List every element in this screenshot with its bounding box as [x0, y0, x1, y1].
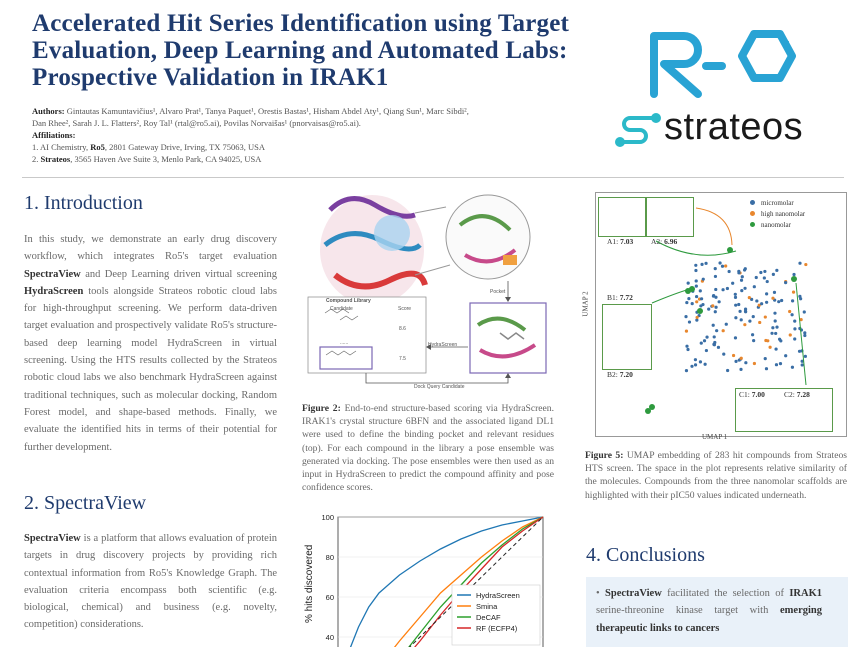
umap-point — [764, 315, 767, 318]
umap-point — [695, 300, 698, 303]
umap-point — [789, 333, 792, 336]
umap-point — [731, 282, 734, 285]
header-divider — [22, 177, 844, 178]
chart-ytick-label: 100 — [321, 513, 334, 522]
label-a1: A1: 7.03 — [607, 237, 634, 246]
umap-point — [771, 297, 774, 300]
umap-point — [700, 263, 703, 266]
umap-point — [726, 369, 729, 372]
section-spectraview-title: 2. SpectraView — [24, 492, 147, 514]
umap-connector — [696, 208, 732, 245]
strateos-logo-mark — [612, 108, 662, 152]
umap-point — [740, 357, 743, 360]
umap-point — [685, 345, 688, 348]
umap-point — [763, 270, 766, 273]
umap-point — [784, 281, 787, 284]
umap-point — [759, 271, 762, 274]
chart-ytick-label: 80 — [325, 553, 334, 562]
figure-2-illustration — [300, 185, 558, 395]
authors-label: Authors: — [32, 106, 65, 116]
umap-point — [764, 357, 767, 360]
umap-point — [696, 316, 699, 319]
label-c1: C1: 7.00 — [739, 390, 765, 399]
protein-structure — [320, 195, 425, 306]
umap-point — [700, 297, 703, 300]
umap-point — [752, 315, 755, 318]
legend-label: RF (ECFP4) — [476, 624, 518, 633]
umap-point — [790, 313, 793, 316]
umap-point — [774, 347, 777, 350]
umap-point — [791, 299, 794, 302]
umap-point — [694, 358, 697, 361]
umap-point — [734, 296, 737, 299]
umap-point — [753, 362, 756, 365]
umap-point — [711, 304, 714, 307]
umap-point — [728, 270, 731, 273]
umap-point — [780, 299, 783, 302]
umap-point — [699, 289, 702, 292]
umap-point — [707, 308, 710, 311]
umap-point-nanomolar — [645, 408, 651, 414]
umap-point-nanomolar — [697, 308, 703, 314]
molecule-box-a1 — [598, 197, 646, 237]
umap-point-nanomolar — [791, 276, 797, 282]
umap-point — [788, 310, 791, 313]
umap-point — [694, 269, 697, 272]
library-title: Compound Library — [326, 298, 371, 304]
umap-point — [714, 296, 717, 299]
umap-point — [753, 285, 756, 288]
introduction-text: In this study, we demonstrate an early drug discovery workflow, which integrates Ro5's target evaluation SpectraView and Deep Learning driven virtual screening HydraScreen tools alongside Strateos robotic cloud labs for high-throughput screening. We perform data-driven target evaluation and prospectively validate Ro5's structure-based deep learning model HydraScreen in virtual screening. Using the HTS results collected by the Strateos robotic cloud labs we also benchmark HydraScreen against traditional techniques, such as molecular docking, Random Forest model, and shape-based methods. Finally, we evaluate the identified hits in terms of their potential for further development. — [24, 234, 278, 453]
umap-point — [738, 310, 741, 313]
umap-point — [765, 292, 768, 295]
umap-point — [748, 296, 751, 299]
umap-point — [755, 299, 758, 302]
umap-point — [722, 353, 725, 356]
umap-point — [714, 306, 717, 309]
umap-point — [740, 318, 743, 321]
umap-point — [695, 279, 698, 282]
umap-point — [744, 361, 747, 364]
umap-point — [803, 310, 806, 313]
umap-xlabel: UMAP 1 — [702, 433, 728, 441]
legend-label: Smina — [476, 602, 498, 611]
umap-point — [688, 320, 691, 323]
umap-point — [744, 310, 747, 313]
umap-point — [798, 295, 801, 298]
umap-point — [734, 304, 737, 307]
umap-point — [743, 287, 746, 290]
umap-point — [732, 354, 735, 357]
umap-point — [687, 297, 690, 300]
umap-point — [773, 312, 776, 315]
legend-label: HydraScreen — [476, 591, 520, 600]
pocket-label: Pocket — [490, 289, 506, 295]
umap-point — [713, 341, 716, 344]
umap-point — [771, 326, 774, 329]
umap-point — [737, 270, 740, 273]
chart-ylabel: % hits discovered — [304, 544, 315, 623]
umap-point — [740, 289, 743, 292]
dock-label: Dock Query Candidate — [414, 384, 465, 390]
conclusions-bullet-1: • SpectraView facilitated the selection of IRAK1 serine-threonine kinase target with emerging therapeutic links to cancers — [596, 588, 823, 634]
umap-connector — [652, 289, 690, 303]
umap-point — [702, 278, 705, 281]
umap-point — [700, 342, 703, 345]
umap-point — [695, 319, 698, 322]
umap-point — [792, 273, 795, 276]
umap-point — [714, 275, 717, 278]
molecule-box-a2 — [646, 197, 694, 237]
umap-point — [793, 327, 796, 330]
spectraview-text: SpectraView is a platform that allows evaluation of protein targets in drug discovery projects by providing rich contextual information from Ro5's Knowledge Graph. The evaluation criteria encompass both scientific (e.g. biological, chemical) and business (e.g. novelty, competition) considerations. — [24, 533, 278, 631]
umap-point — [734, 293, 737, 296]
umap-point — [774, 319, 777, 322]
umap-point — [718, 300, 721, 303]
chart-ytick-label: 40 — [325, 633, 334, 642]
ro5-logo — [642, 26, 812, 100]
umap-point — [775, 363, 778, 366]
umap-point — [804, 263, 807, 266]
umap-point — [804, 355, 807, 358]
umap-point — [705, 349, 708, 352]
umap-point — [712, 324, 715, 327]
umap-point — [792, 290, 795, 293]
umap-point — [770, 332, 773, 335]
label-b1: B1: 7.72 — [607, 293, 633, 302]
hydrascreen-label: HydraScreen — [428, 342, 458, 348]
umap-point — [743, 323, 746, 326]
umap-point — [685, 330, 688, 333]
figure-5-caption: Figure 5: UMAP embedding of 283 hit compounds from Strateos HTS screen. The space in the plot represents relative similarity of the molecules. Compounds from the three nanomolar scaffolds are highlighted with their pIC50 values indicated underneath. — [585, 450, 847, 501]
section-conclusions-title: 4. Conclusions — [586, 544, 705, 566]
umap-ylabel: UMAP 2 — [581, 291, 590, 317]
umap-point — [704, 262, 707, 265]
library-col-score: Score — [398, 306, 412, 312]
umap-point — [726, 287, 729, 290]
umap-point — [695, 285, 698, 288]
umap-point — [798, 262, 801, 265]
umap-point — [721, 288, 724, 291]
umap-point — [734, 360, 737, 363]
umap-point — [694, 264, 697, 267]
umap-point — [752, 339, 755, 342]
umap-point — [741, 275, 744, 278]
label-c2: C2: 7.28 — [784, 390, 810, 399]
umap-point — [793, 337, 796, 340]
umap-point — [714, 288, 717, 291]
umap-point — [713, 335, 716, 338]
svg-text:5: 5 — [784, 40, 790, 51]
umap-point — [773, 291, 776, 294]
umap-point — [755, 276, 758, 279]
authors-line-2: Dan Rhee², Sarah J. L. Flatters², Roy Tal¹ (rtal@ro5.ai), Povilas Norvaišas¹ (pnorvaisas@ro5.ai). — [32, 118, 361, 128]
umap-point — [687, 281, 690, 284]
umap-point — [717, 346, 720, 349]
umap-point — [737, 303, 740, 306]
umap-point — [685, 301, 688, 304]
umap-point — [803, 334, 806, 337]
affiliation-1: 1. AI Chemistry, Ro5, 2801 Gateway Drive, Irving, TX 75063, USA — [32, 142, 266, 152]
umap-point — [764, 339, 767, 342]
poster-title: Accelerated Hit Series Identification using Target Evaluation, Deep Learning and Automated Labs: Prospective Validation in IRAK1 — [32, 10, 570, 91]
umap-point — [734, 336, 737, 339]
umap-point — [701, 303, 704, 306]
legend-label: DeCAF — [476, 613, 501, 622]
authors-line-1: Gintautas Kamuntavičius¹, Alvaro Prat¹, Tanya Paquet¹, Orestis Bastas¹, Hisham Abdel Aty¹, Qiang Sun¹, Marc Sibdi², — [66, 106, 469, 116]
umap-point — [740, 279, 743, 282]
umap-point — [784, 354, 787, 357]
umap-point — [777, 300, 780, 303]
umap-point — [751, 333, 754, 336]
umap-point — [703, 339, 706, 342]
umap-point — [690, 365, 693, 368]
umap-point — [775, 326, 778, 329]
umap-point — [718, 261, 721, 264]
authors — [32, 106, 469, 117]
umap-point — [724, 264, 727, 267]
umap-point — [774, 332, 777, 335]
umap-point — [734, 316, 737, 319]
umap-point — [766, 280, 769, 283]
label-b2: B2: 7.20 — [607, 370, 633, 379]
umap-point — [725, 323, 728, 326]
umap-point — [765, 367, 768, 370]
library-score-1: 8.6 — [399, 326, 406, 332]
umap-point — [739, 368, 742, 371]
umap-point — [772, 273, 775, 276]
library-score-2: 7.5 — [399, 356, 406, 362]
umap-point — [769, 346, 772, 349]
umap-legend: micromolar high nanomolar nanomolar — [750, 198, 805, 231]
umap-point — [694, 363, 697, 366]
umap-point — [691, 302, 694, 305]
umap-point — [715, 329, 718, 332]
umap-point — [758, 321, 761, 324]
umap-point — [699, 360, 702, 363]
umap-point — [779, 362, 782, 365]
umap-point — [684, 315, 687, 318]
umap-point — [801, 363, 804, 366]
strateos-wordmark: strateos — [664, 106, 804, 148]
umap-point — [791, 366, 794, 369]
section-introduction-title: 1. Introduction — [24, 192, 143, 214]
umap-point — [763, 276, 766, 279]
affiliations-label: Affiliations: — [32, 130, 76, 140]
umap-point — [722, 329, 725, 332]
umap-point — [775, 269, 778, 272]
umap-point — [793, 319, 796, 322]
affiliation-2: 2. Strateos, 3565 Haven Ave Suite 3, Menlo Park, CA 94025, USA — [32, 154, 262, 164]
figure-2-caption: Figure 2: End-to-end structure-based scoring via HydraScreen. IRAK1's crystal structure 6BFN and the associated ligand DL1 were used to define the binding pocket and relevant residues (top). For each compound in the library a pose ensemble was generated via docking. The pose ensembles were then used as an input in HydraScreen to predict the compound affinity and pose confidence scores. — [302, 403, 554, 494]
umap-point — [695, 295, 698, 298]
chart-ytick-label: 60 — [325, 593, 334, 602]
umap-point — [765, 301, 768, 304]
umap-point — [704, 363, 707, 366]
umap-point — [721, 265, 724, 268]
umap-point — [778, 338, 781, 341]
umap-point — [685, 369, 688, 372]
umap-point — [760, 302, 763, 305]
library-dots: ...... — [340, 340, 349, 346]
label-a2: A2: 6.96 — [651, 237, 678, 246]
molecule-box-b — [602, 304, 652, 370]
umap-point — [748, 319, 751, 322]
umap-point — [714, 267, 717, 270]
umap-point — [686, 348, 689, 351]
umap-point — [705, 336, 708, 339]
umap-point — [714, 310, 717, 313]
umap-point — [743, 268, 746, 271]
library-col-candidate: Candidate — [330, 306, 353, 312]
enrichment-chart — [300, 505, 556, 642]
